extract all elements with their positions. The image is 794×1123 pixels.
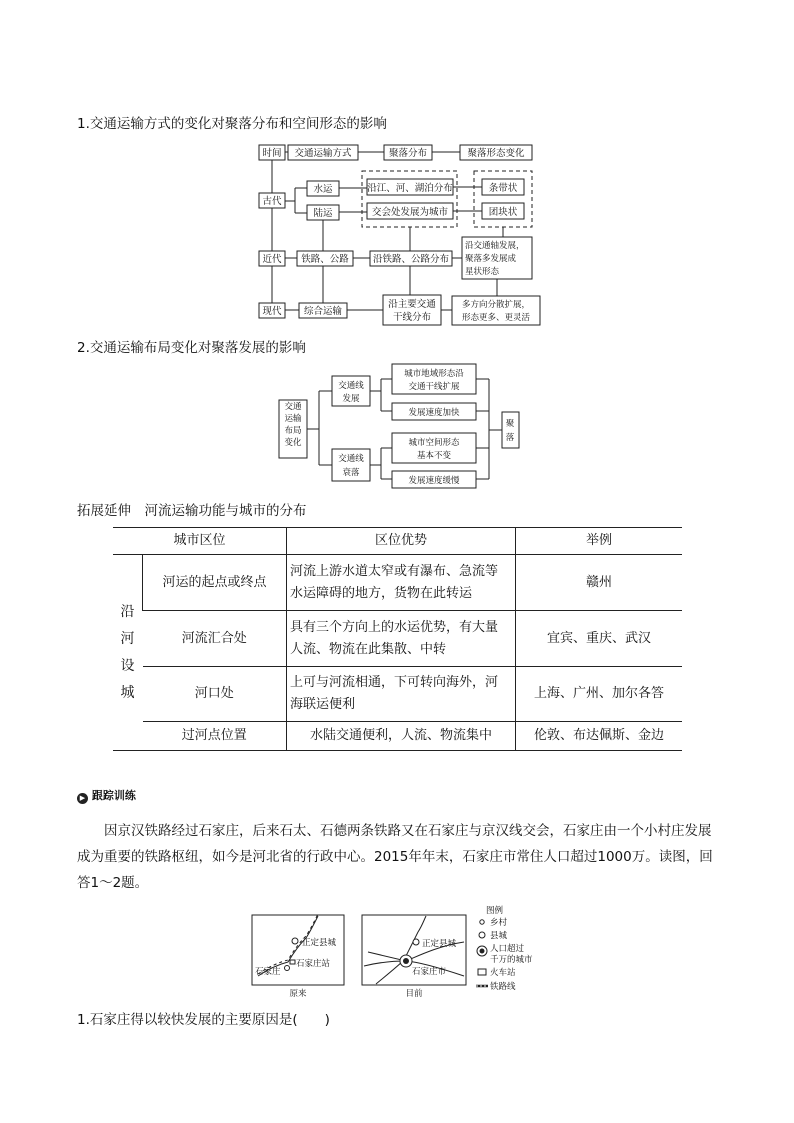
- era-ancient: 古代: [262, 196, 282, 207]
- form-modern-3: 星状形态: [465, 267, 500, 277]
- result-2: 发展速度加快: [408, 408, 460, 418]
- table-cell-location: 河运的起点或终点: [143, 555, 287, 611]
- header-time: 时间: [262, 148, 282, 159]
- table-cell-location: 河流汇合处: [143, 611, 287, 667]
- table-cell-location: 河口处: [143, 667, 287, 722]
- section2-title: 2.交通运输布局变化对聚落发展的影响: [77, 340, 306, 356]
- training-heading: ▶ 跟踪训练: [77, 789, 136, 804]
- decline-1: 交通线: [338, 454, 364, 464]
- form-modern-1: 沿交通轴发展，: [465, 241, 525, 251]
- village-dot: [285, 966, 290, 971]
- label-village: 石家庄: [255, 967, 281, 977]
- label-city: 石家庄市: [412, 967, 447, 977]
- station-icon: [290, 960, 295, 964]
- mode-integrated: 综合运输: [303, 306, 343, 317]
- dist-trunk-2: 干线分布: [392, 312, 432, 323]
- header-advantage: 区位优势: [287, 528, 516, 555]
- legend-railway: 铁路线: [490, 982, 516, 992]
- play-icon: ▶: [77, 793, 88, 804]
- result-4: 发展速度缓慢: [408, 476, 460, 486]
- legend-city-2: 千万的城市: [490, 955, 533, 965]
- header-example: 举例: [516, 528, 683, 555]
- legend-county: 县城: [490, 931, 508, 941]
- table-cell-advantage: 河流上游水道太窄或有瀑布、急流等 水运障碍的地方，货物在此转运: [287, 555, 516, 611]
- extension-title: 拓展延伸 河流运输功能与城市的分布: [77, 503, 307, 519]
- root-line-3: 布局: [284, 426, 302, 436]
- label-before: 原来: [289, 989, 307, 999]
- table-cell-advantage: 上可与河流相通，下可转向海外，河 海联运便利: [287, 667, 516, 722]
- era-modern: 近代: [262, 254, 282, 265]
- form-contemporary-2: 形态更多、更灵活: [461, 313, 531, 323]
- legend-station: 火车站: [490, 968, 516, 978]
- form-cluster: 团块状: [488, 207, 518, 218]
- section1-title: 1.交通运输方式的变化对聚落分布和空间形态的影响: [77, 116, 387, 132]
- label-station: 石家庄站: [296, 959, 331, 969]
- dist-trunk-1: 沿主要交通: [388, 299, 436, 310]
- table-cell-location: 过河点位置: [143, 722, 287, 751]
- question-1: 1.石家庄得以较快发展的主要原因是( ): [77, 1012, 330, 1028]
- form-modern-2: 聚落多发展成: [465, 254, 517, 264]
- legend-title: 图例: [486, 906, 504, 916]
- settlement-1: 聚: [505, 419, 515, 429]
- label-after: 目前: [405, 989, 423, 999]
- mode-land: 陆运: [313, 208, 333, 219]
- table-cell-example: 伦敦、布达佩斯、金边: [516, 722, 683, 751]
- table-cell-example: 赣州: [516, 555, 683, 611]
- table-cell-example: 上海、广州、加尔各答: [516, 667, 683, 722]
- era-contemporary: 现代: [262, 306, 282, 317]
- form-contemporary-1: 多方向分散扩展，: [461, 300, 531, 310]
- develop-2: 发展: [342, 394, 360, 404]
- table-cell-example: 宜宾、重庆、武汉: [516, 611, 683, 667]
- table-cell-advantage: 具有三个方向上的水运优势，有大量 人流、物流在此集散、中转: [287, 611, 516, 667]
- label-zhengding-before: 正定县城: [302, 938, 337, 948]
- form-strip: 条带状: [488, 183, 518, 194]
- transport-layout-diagram: [277, 362, 527, 490]
- root-line-1: 交通: [284, 402, 302, 412]
- header-location: 城市区位: [113, 528, 287, 555]
- mode-rail-road: 铁路、公路: [301, 254, 349, 265]
- legend-city-1: 人口超过: [490, 944, 525, 954]
- dist-rail: 沿铁路、公路分布: [372, 254, 450, 265]
- settlement-2: 落: [505, 433, 515, 443]
- side-label: 沿 河 设 城: [113, 555, 143, 751]
- city-dot: [403, 958, 409, 964]
- dist-rivers: 沿江、河、湖泊分布: [367, 183, 453, 194]
- county-dot: [292, 938, 298, 944]
- develop-1: 交通线: [338, 381, 364, 391]
- label-zhengding-after: 正定县城: [422, 939, 457, 949]
- training-paragraph: 因京汉铁路经过石家庄，后来石太、石德两条铁路又在石家庄与京汉线交会，石家庄由一个小村庄发展成为重要的铁路枢纽，如今是河北省的行政中心。2015年年末，石家庄市常住人口超过1000万。读图，回答1～2题。: [77, 823, 713, 891]
- result-1a: 城市地域形态沿: [404, 369, 464, 379]
- mode-water: 水运: [313, 184, 333, 195]
- decline-2: 衰落: [342, 468, 360, 478]
- header-mode: 交通运输方式: [294, 148, 352, 159]
- result-1b: 交通干线扩展: [408, 382, 460, 392]
- header-form: 聚落形态变化: [467, 148, 525, 159]
- root-line-4: 变化: [284, 438, 302, 448]
- shijiazhuang-map: [250, 904, 550, 1000]
- dist-crossroads: 交会处发展为城市: [371, 207, 449, 218]
- root-line-2: 运输: [284, 414, 302, 424]
- river-city-table: [113, 527, 682, 751]
- result-3b: 基本不变: [416, 451, 452, 461]
- settlement-transport-diagram: [255, 141, 545, 329]
- legend-village: 乡村: [490, 918, 508, 928]
- table-cell-advantage: 水陆交通便利，人流、物流集中: [287, 722, 516, 751]
- header-distribution: 聚落分布: [388, 148, 428, 159]
- result-3a: 城市空间形态: [408, 438, 460, 448]
